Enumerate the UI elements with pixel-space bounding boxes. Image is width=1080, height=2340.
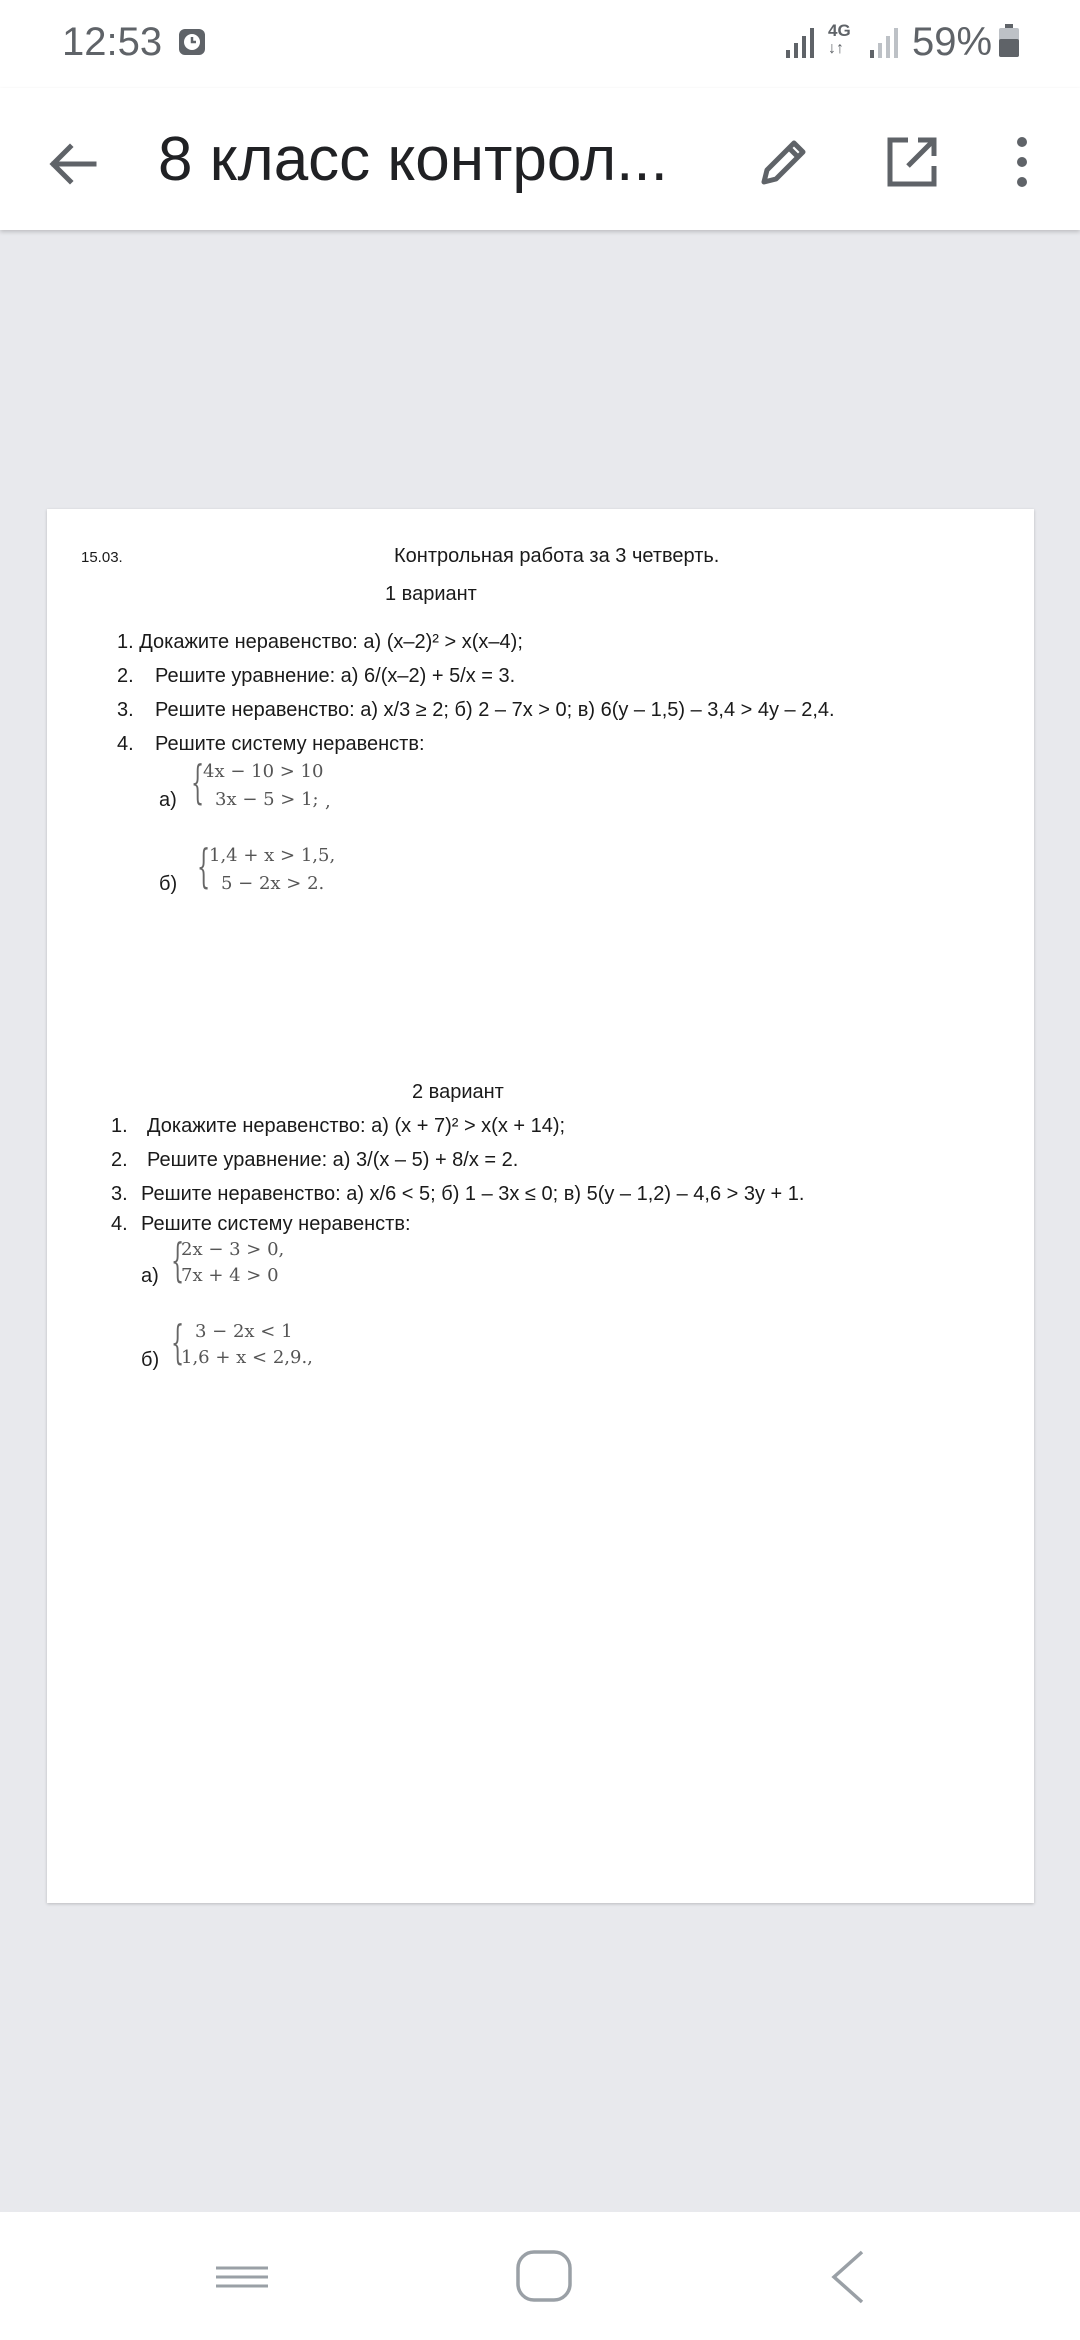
v2-system-b-label: б) (141, 1349, 160, 1371)
recent-apps-icon[interactable] (212, 2252, 272, 2302)
v1-system-a-tail: , (325, 791, 331, 812)
task-number: 4. (111, 1213, 128, 1235)
home-icon[interactable] (514, 2246, 574, 2306)
v1-system-b-line1: 1,4 + x > 1,5, (209, 845, 336, 866)
v2-system-a-label: а) (141, 1265, 159, 1287)
v2-task-3 (111, 1183, 804, 1206)
v2-system-a-line2: 7x + 4 > 0 (181, 1265, 279, 1286)
open-in-new-icon[interactable] (876, 126, 948, 198)
more-vert-icon[interactable] (1000, 126, 1044, 198)
v1-task-4 (117, 733, 425, 756)
task-text: Докажите неравенство: а) (х + 7)² > х(х + 14); (147, 1115, 566, 1137)
variant1-title: 1 вариант (385, 583, 477, 605)
task-text: Докажите неравенство: а) (х–2)² > х(х–4); (139, 631, 523, 653)
signal-icon (784, 24, 820, 60)
v1-system-a-line1: 4x − 10 > 10 (203, 761, 324, 782)
back-icon[interactable] (828, 2248, 868, 2306)
data-arrows-icon: ↓↑ (828, 40, 844, 57)
v1-system-b-line2: 5 − 2x > 2. (221, 873, 325, 894)
task-text: Решите уравнение: а) 6/(х–2) + 5/х = 3. (155, 665, 516, 687)
document-page (47, 509, 1034, 1903)
task-text: Решите уравнение: а) 3/(х – 5) + 8/х = 2. (147, 1149, 519, 1171)
network-type-label: 4G (828, 21, 851, 40)
task-number: 2. (111, 1149, 128, 1171)
left-brace-icon: { (197, 839, 211, 893)
v2-system-b-line1: 3 − 2x < 1 (195, 1321, 293, 1342)
task-number: 2. (117, 665, 134, 687)
status-time: 12:53 (62, 20, 163, 64)
task-text: Решите систему неравенств: (155, 733, 425, 755)
task-number: 4. (117, 733, 134, 755)
status-bar (0, 0, 1080, 88)
back-arrow-icon[interactable] (36, 128, 108, 200)
left-brace-icon: { (191, 755, 205, 809)
v2-system-a-line1: 2x − 3 > 0, (181, 1239, 285, 1260)
app-bar (0, 88, 1080, 230)
pencil-icon[interactable] (748, 126, 820, 198)
network-4g-icon (828, 22, 860, 62)
v1-system-a-line2: 3x − 5 > 1; (215, 789, 319, 810)
v2-task-4 (111, 1213, 411, 1236)
left-brace-icon: { (171, 1233, 185, 1287)
task-text: Решите систему неравенств: (141, 1213, 411, 1235)
v1-task-3 (117, 699, 835, 722)
battery-percent: 59% (912, 20, 993, 64)
alarm-icon (178, 28, 206, 56)
document-heading: Контрольная работа за 3 четверть. (394, 545, 720, 567)
signal-weak-icon (868, 24, 904, 60)
v1-system-b-label: б) (159, 873, 178, 895)
task-text: Решите неравенство: а) х/6 < 5; б) 1 – 3х ≤ 0; в) 5(у – 1,2) – 4,6 > 3у + 1. (141, 1183, 805, 1205)
v1-task-2 (117, 665, 515, 688)
v1-system-a-label: а) (159, 789, 177, 811)
v2-task-2 (111, 1149, 518, 1172)
v1-task-1 (117, 631, 523, 654)
document-date: 15.03. (81, 549, 123, 566)
task-number: 1. (111, 1115, 128, 1137)
left-brace-icon: { (171, 1315, 185, 1369)
task-number: 3. (111, 1183, 128, 1205)
variant2-title: 2 вариант (412, 1081, 504, 1103)
document-title: 8 класс контрол... (158, 125, 668, 194)
navigation-bar (0, 2212, 1080, 2340)
v2-system-b-line2: 1,6 + x < 2,9., (181, 1347, 313, 1368)
task-number: 1. (117, 631, 134, 653)
task-number: 3. (117, 699, 134, 721)
task-text: Решите неравенство: а) х/3 ≥ 2; б) 2 – 7х > 0; в) 6(у – 1,5) – 3,4 > 4у – 2,4. (155, 699, 835, 721)
battery-icon (998, 24, 1020, 58)
v2-task-1 (111, 1115, 565, 1138)
